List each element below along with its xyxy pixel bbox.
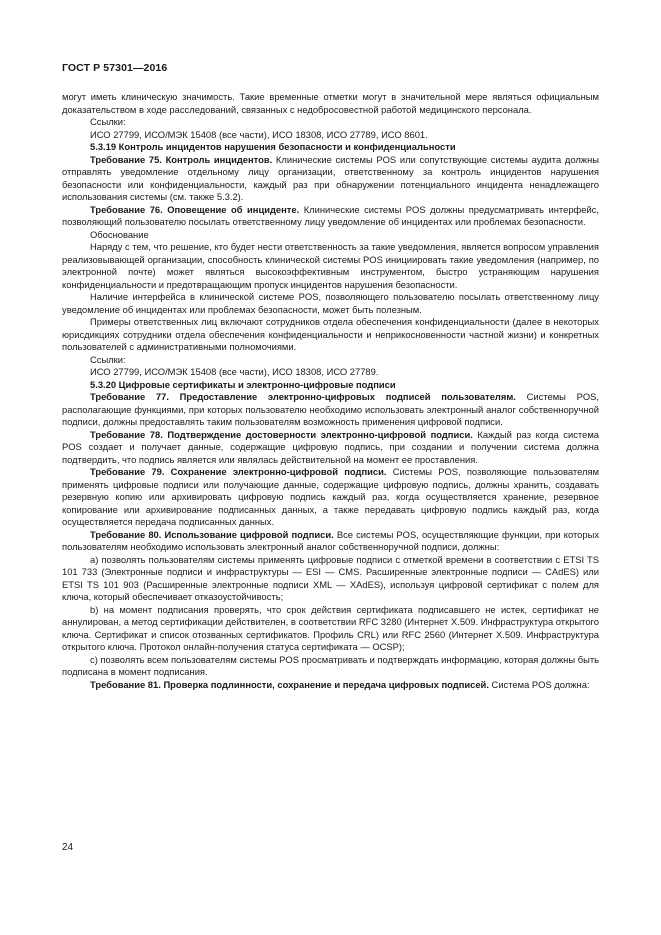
list-item-c: c) позволять всем пользователям системы POS просматривать и подтверждать информацию, которая должны быть подписана в момент подписания. [62, 653, 599, 677]
requirement-75: Требование 75. Контроль инцидентов. Клинические системы POS или сопутствующие системы аудита должны отправлять уведомление отдельному лицу организации, ответственному за контроль инцидентов нарушения безопасности или конфиденциальности, каждый раз при обнаружении потенциального инцидента ненадлежащего использования системы (см. также 5.3.2). [62, 153, 599, 202]
document-header: ГОСТ Р 57301—2016 [62, 62, 168, 74]
paragraph-rationale-label: Обоснование [90, 228, 149, 240]
requirement-77: Требование 77. Предоставление электронно-цифровых подписей пользователям. Системы POS, располагающие функциями, при которых пользователю необходимо использовать электронный аналог собственноручной подписи, должны предоставлять таким пользователям возможность применения цифровой подписи. [62, 391, 599, 427]
requirement-76: Требование 76. Оповещение об инциденте. Клинические системы POS должны предусматривать интерфейс, позволяющий пользователю посылать ответственному лицу уведомление об инцидентах или проблемах безопасности. [62, 203, 599, 227]
requirement-79: Требование 79. Сохранение электронно-цифровой подписи. Системы POS, позволяющие пользователям применять цифровые подписи или получающие данные, содержащие цифровую подпись, должны хранить, создавать резервную копию или архивировать цифровую подпись каждый раз, когда осуществляется хранение, резервное копирование или архивирование подписанных данных, а также передавать цифровую подпись каждый раз, когда осуществляется передача подписанных данных. [62, 466, 599, 527]
list-item-a: a) позволять пользователям системы применять цифровые подписи с отметкой времени в соответствии с ETSI TS 101 733 (Электронные подписи и инфраструктуры — ESI — CMS. Расширенные электронные подписи — CAdES) или ETSI TS 101 903 (Расширенные электронные подписи XML — XAdES), используя цифровой сертификат с полем для ключа, который обеспечивает отказоустойчивость; [62, 553, 599, 602]
paragraph-references-label: Ссылки: [90, 116, 126, 127]
paragraph-interface: Наличие интерфейса в клинической системе POS, позволяющего пользователю посылать ответственному лицу уведомление об инцидентах или проблемах безопасности, может быть полезным. [62, 291, 599, 315]
section-heading-5-3-19: 5.3.19 Контроль инцидентов нарушения безопасности и конфиденциальности [90, 141, 456, 152]
list-item-b: b) на момент подписания проверять, что срок действия сертификата подписавшего не истек, сертификат не аннулирован, а метод сертификации действителен, в соответствии RFC 3280 (Интернет X.509. Инфраструктура открытого ключа. Сертификат и список отозванных сертификатов. Профиль CRL) или RFC 2560 (Интернет X.509. Инфраструктура открытого ключа. Протокол онлайн-получения статуса сертификата — OCSP); [62, 603, 599, 652]
document-body [62, 91, 599, 691]
requirement-81: Требование 81. Проверка подлинности, сохранение и передача цифровых подписей. Система POS должна: [90, 678, 590, 690]
paragraph-rationale-text: Наряду с тем, что решение, кто будет нести ответственность за такие уведомления, является вопросом управления реализовывающей организации, способность клинической системы POS инициировать такие уведомления (например, по электронной почте) может являться высокоэффективным инструментом, быстро устраняющим нарушения конфиденциальности и предотвращающим пропуск инцидентов нарушения безопасности. [62, 241, 599, 290]
paragraph-references-list: ИСО 27799, ИСО/МЭК 15408 (все части), ИСО 18308, ИСО 27789, ИСО 8601. [90, 128, 428, 140]
requirement-78: Требование 78. Подтверждение достоверности электронно-цифровой подписи. Каждый раз когда система POS создает и получает данные, содержащие цифровую подпись, при создании и получении система должна подтвердить, что подпись является или являлась действительной на момент ее проставления. [62, 428, 599, 465]
page-number: 24 [62, 842, 74, 853]
paragraph-continuation: могут иметь клиническую значимость. Такие временные отметки могут в значительной мере являться официальным доказательством в ходе расследований, связанных с недобросовестной работой медицинского персонала. [62, 91, 599, 115]
paragraph-examples: Примеры ответственных лиц включают сотрудников отдела обеспечения конфиденциальности (далее в некоторых юрисдикциях сотрудники отдела обеспечения конфиденциальности и неприкосновенности частной жизни) и конкретных пользователей с административными полномочиями. [62, 316, 599, 352]
paragraph-references-label-2: Ссылки: [90, 353, 126, 365]
paragraph-references-list-2: ИСО 27799, ИСО/МЭК 15408 (все части), ИСО 18308, ИСО 27789. [90, 366, 379, 377]
section-heading-5-3-20: 5.3.20 Цифровые сертификаты и электронно-цифровые подписи [90, 378, 396, 390]
requirement-80: Требование 80. Использование цифровой подписи. Все системы POS, осуществляющие функции, при которых пользователям необходимо использовать электронный аналог собственноручной подписи, должны: [62, 528, 600, 552]
